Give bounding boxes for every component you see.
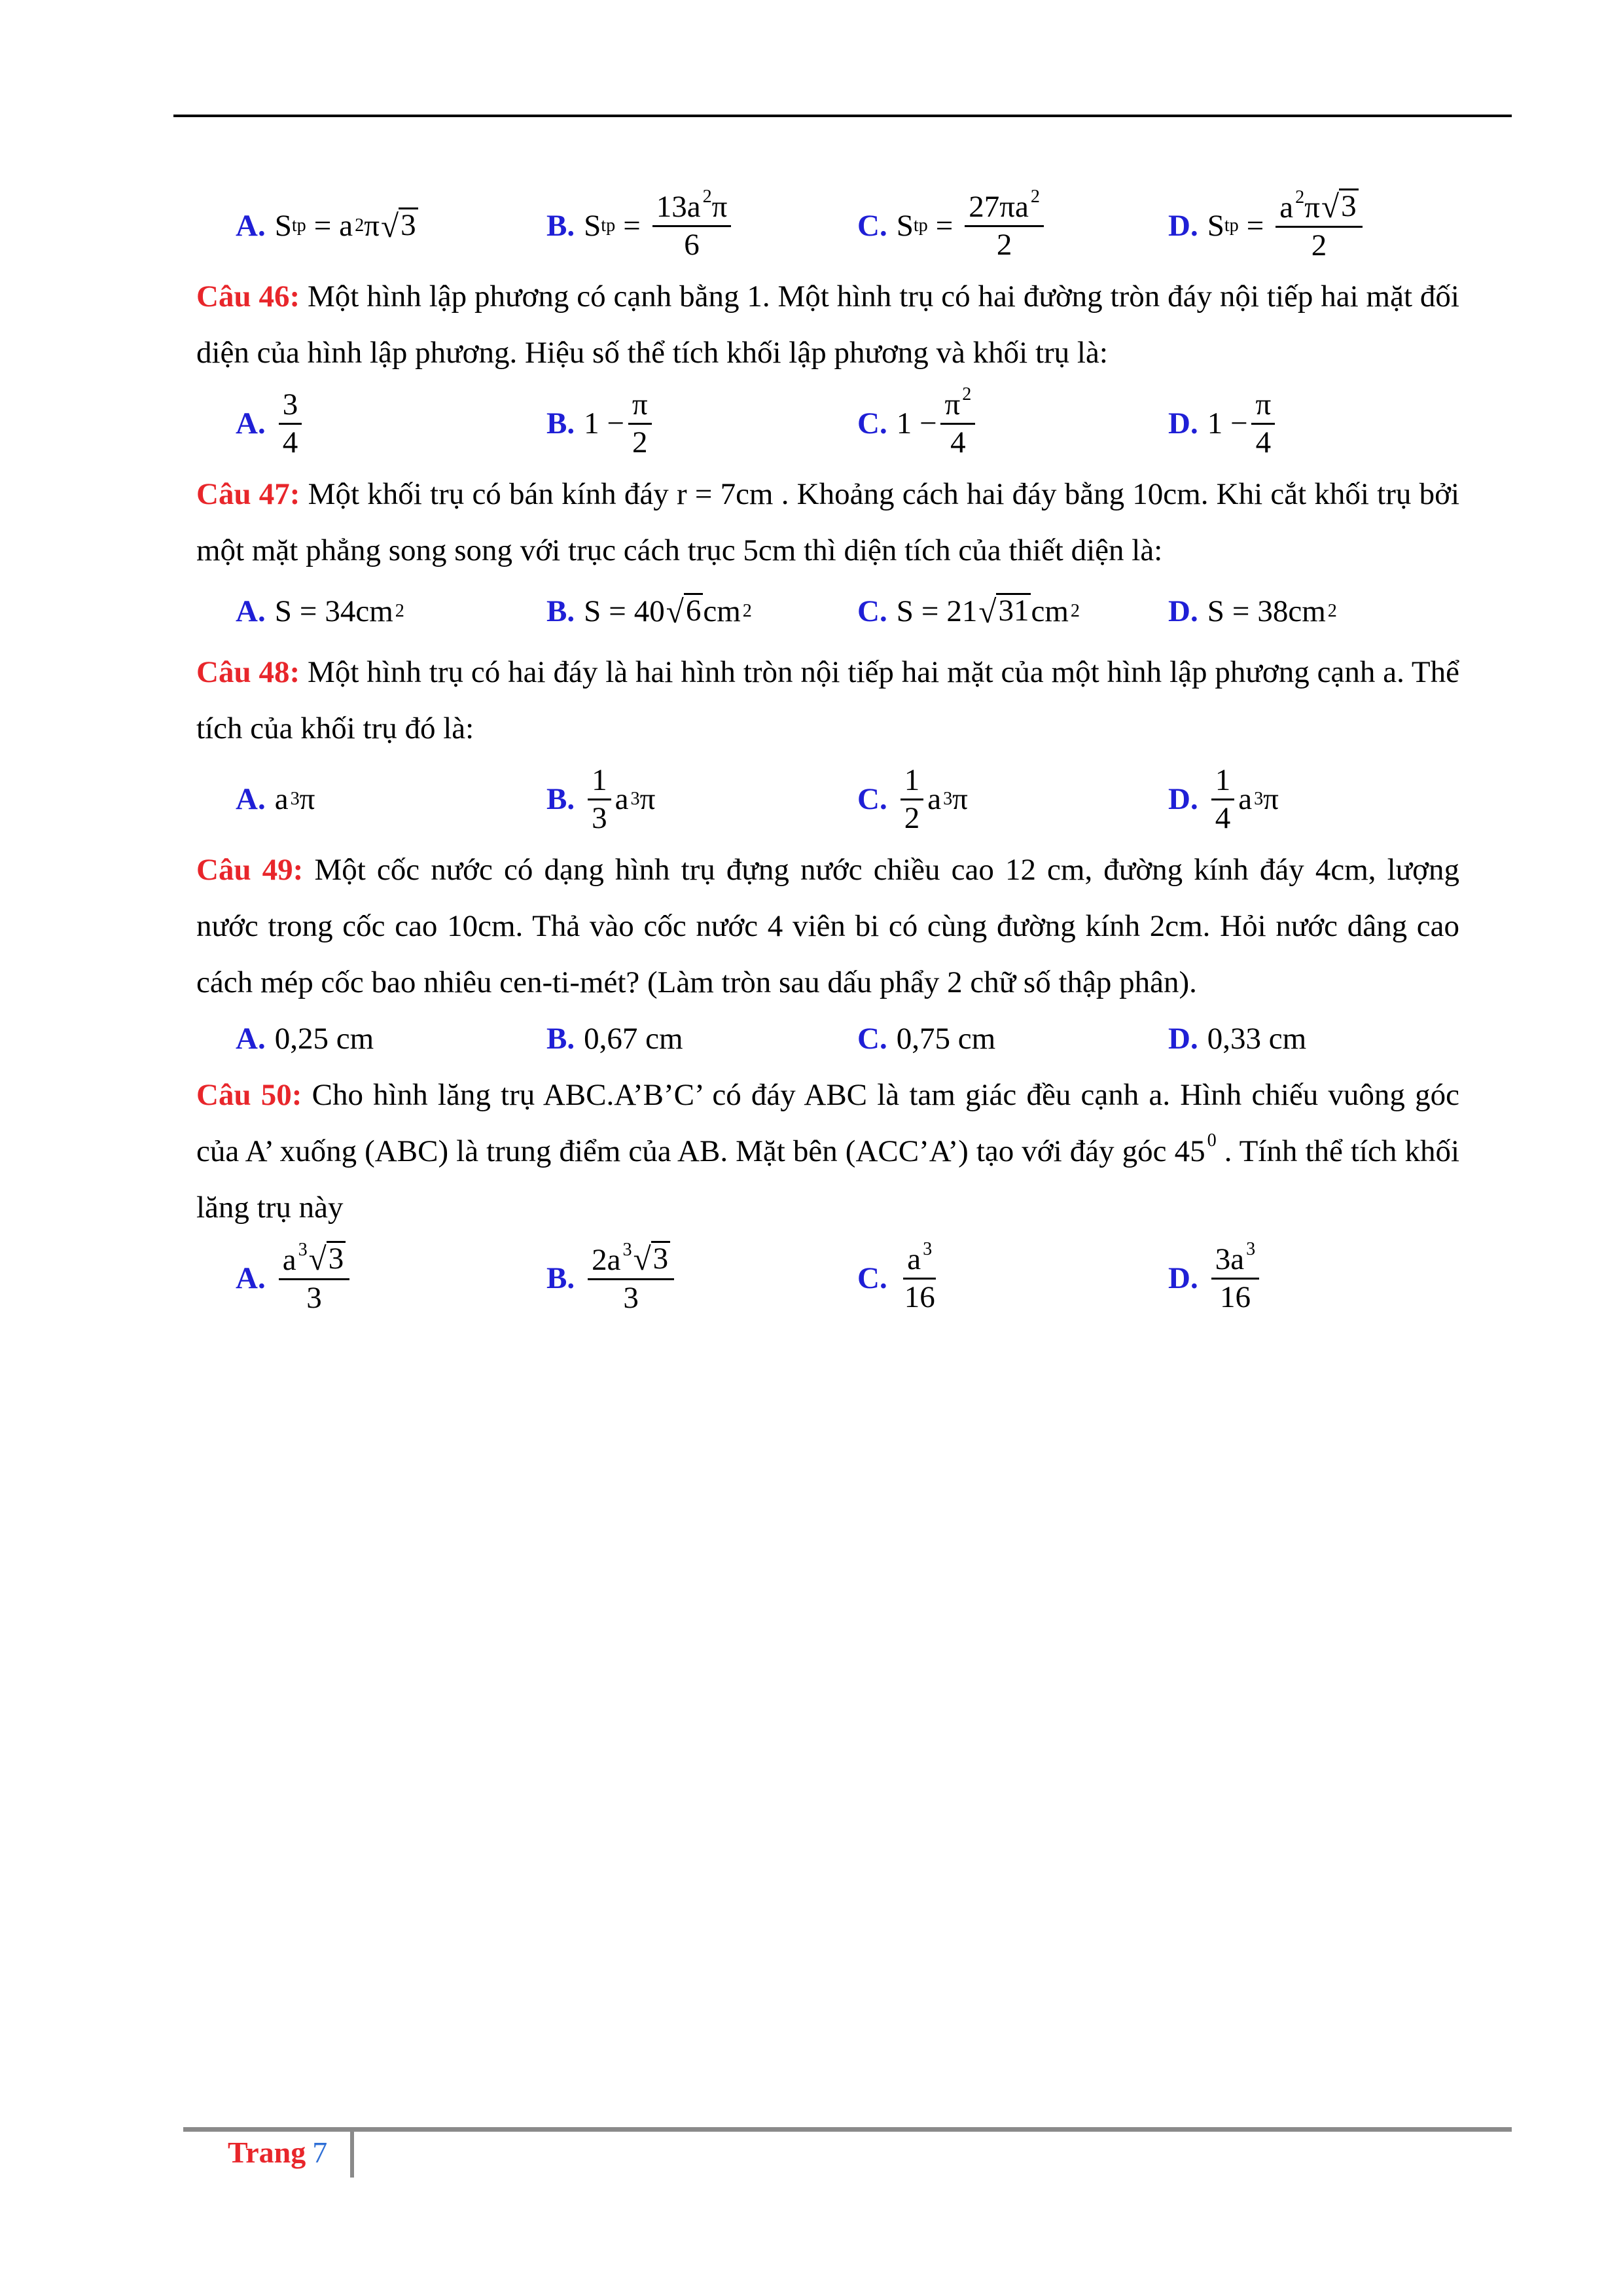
option-value: 0,25 cm bbox=[274, 1022, 374, 1056]
option-letter: B. bbox=[546, 594, 575, 628]
option-letter: A. bbox=[236, 782, 266, 816]
question-46 bbox=[196, 268, 1459, 381]
formula: $\frac{a ^3}{16}$ bbox=[904, 1238, 935, 1314]
formula: $\frac{3a ^3}{16}$ bbox=[1207, 1242, 1263, 1314]
footer-divider bbox=[350, 2132, 354, 2178]
question-content bbox=[196, 183, 1459, 1321]
q48-option-a[interactable] bbox=[236, 757, 315, 842]
q48-option-b[interactable] bbox=[546, 757, 655, 842]
q45-option-b[interactable] bbox=[546, 183, 735, 268]
formula: S = 40 √ 6 cm 2 bbox=[584, 593, 752, 630]
question-number: Câu 47: bbox=[196, 477, 300, 511]
option-letter: B. bbox=[546, 1261, 575, 1295]
option-letter: D. bbox=[1168, 594, 1198, 628]
formula: 2a $^3$ √ 3 3 bbox=[584, 1241, 678, 1316]
question-number: Câu 46: bbox=[196, 279, 300, 314]
option-letter: A. bbox=[236, 209, 266, 243]
q50-option-a[interactable] bbox=[236, 1236, 353, 1321]
question-text: . Khoảng cách hai đáy bằng 10cm. Khi cắt khối trụ bởi một mặt phẳng song song với trục cách trục 5cm thì diện tích của thiết diện là: bbox=[196, 477, 1460, 567]
q45-option-a[interactable] bbox=[236, 183, 418, 268]
q48-options bbox=[196, 757, 1459, 842]
question-text: Một hình lập phương có cạnh bằng 1. Một hình trụ có hai đường tròn đáy nội tiếp hai mặt đối diện của hình lập phương. Hiệu số thể tích khối lập phương và khối trụ là: bbox=[196, 279, 1459, 370]
formula: 1 − $\frac{\pi ^2}{4}$ bbox=[897, 387, 980, 459]
option-letter: C. bbox=[857, 594, 887, 628]
q47-option-a[interactable] bbox=[236, 579, 404, 644]
q50-option-d[interactable] bbox=[1168, 1236, 1263, 1321]
question-text: Một hình trụ có hai đáy là hai hình tròn nội tiếp hai mặt của một hình lập phương cạnh a. Thể tích của khối trụ đó là: bbox=[196, 655, 1459, 745]
question-text: Một cốc nước có dạng hình trụ đựng nước chiều cao 12 cm, đường kính đáy 4cm, lượng nước trong cốc cao 10cm. Thả vào cốc nước 4 viên bi có cùng đường kính 2cm. Hỏi nước dâng cao cách mép cốc bao nhiêu cen-ti-mét? (Làm tròn sau dấu phẩy 2 chữ số thập phân). bbox=[196, 853, 1460, 999]
page-number: 7 bbox=[312, 2136, 328, 2169]
q46-options bbox=[196, 381, 1459, 466]
option-letter: B. bbox=[546, 782, 575, 816]
footer-label: Trang bbox=[228, 2136, 306, 2169]
q46-option-c[interactable] bbox=[857, 381, 979, 466]
formula: a 3 π bbox=[274, 782, 315, 816]
q45-options bbox=[196, 183, 1459, 268]
formula: $\frac{1}{3}$ a 3 π bbox=[584, 762, 655, 835]
option-letter: C. bbox=[857, 406, 887, 440]
q46-option-d[interactable] bbox=[1168, 381, 1279, 466]
question-number: Câu 48: bbox=[196, 655, 300, 689]
q50-options bbox=[196, 1236, 1459, 1321]
q47-option-c[interactable] bbox=[857, 579, 1080, 644]
q49-options bbox=[196, 1011, 1459, 1067]
question-48 bbox=[196, 644, 1459, 757]
question-text: Một khối trụ có bán kính đáy bbox=[300, 477, 677, 511]
q48-option-c[interactable] bbox=[857, 757, 968, 842]
header-rule bbox=[173, 115, 1512, 117]
formula: a $^3$ √ 3 3 bbox=[275, 1241, 354, 1316]
option-letter: A. bbox=[236, 1261, 266, 1295]
question-47 bbox=[196, 466, 1459, 579]
q47-option-b[interactable] bbox=[546, 579, 752, 644]
angle-degree: 0 bbox=[1207, 1130, 1217, 1151]
q46-option-a[interactable] bbox=[236, 381, 306, 466]
option-letter: C. bbox=[857, 1261, 887, 1295]
formula: S = 21 √ 31 cm 2 bbox=[896, 593, 1080, 630]
formula: S tp = a 2 π √ 3 bbox=[275, 207, 418, 245]
q49-option-c[interactable] bbox=[857, 1011, 995, 1067]
formula: S tp = $\frac{27\pi a ^2}{2}$ bbox=[897, 189, 1048, 262]
angle-value: 45 bbox=[1174, 1134, 1205, 1168]
option-letter: D. bbox=[1168, 406, 1198, 440]
formula: $\frac{3}{4}$ bbox=[275, 387, 306, 459]
formula: S tp = $\frac{13a ^2\pi}{6}$ bbox=[584, 189, 735, 262]
option-letter: B. bbox=[546, 1022, 575, 1056]
option-letter: C. bbox=[857, 209, 887, 243]
q50-option-c[interactable] bbox=[857, 1236, 943, 1321]
page-footer bbox=[228, 2135, 327, 2170]
formula: S tp = a $^2$π √ 3 2 bbox=[1207, 188, 1366, 263]
q46-option-b[interactable] bbox=[546, 381, 656, 466]
formula: $\frac{1}{2}$ a 3 π bbox=[897, 762, 968, 835]
option-letter: C. bbox=[857, 1022, 887, 1056]
q49-option-d[interactable] bbox=[1168, 1011, 1306, 1067]
option-letter: D. bbox=[1168, 782, 1198, 816]
formula: 1 − $\frac{\pi}{4}$ bbox=[1207, 387, 1279, 459]
option-value: 0,75 cm bbox=[896, 1022, 996, 1056]
q49-option-b[interactable] bbox=[546, 1011, 683, 1067]
option-letter: B. bbox=[546, 406, 575, 440]
question-text: Cho hình lăng trụ ABC.A’B’C’ có đáy ABC là tam giác đều cạnh a. Hình chiếu vuông góc của A’ xuống (ABC) là trung điểm của AB. Mặt bên (ACC’A’) tạo với đáy góc bbox=[196, 1078, 1459, 1168]
question-50 bbox=[196, 1067, 1459, 1236]
option-letter: B. bbox=[546, 209, 575, 243]
option-letter: C. bbox=[857, 782, 887, 816]
question-number: Câu 49: bbox=[196, 853, 304, 887]
formula: $\frac{1}{4}$ a 3 π bbox=[1207, 762, 1279, 835]
q49-option-a[interactable] bbox=[236, 1011, 374, 1067]
question-number: Câu 50: bbox=[196, 1078, 302, 1112]
question-text: . Tính thể tích khối lăng trụ này bbox=[196, 1134, 1460, 1225]
q48-option-d[interactable] bbox=[1168, 757, 1279, 842]
option-value: 0,33 cm bbox=[1207, 1022, 1307, 1056]
q47-option-d[interactable] bbox=[1168, 579, 1337, 644]
q50-option-b[interactable] bbox=[546, 1236, 678, 1321]
option-value: 0,67 cm bbox=[584, 1022, 683, 1056]
formula: r = 7cm bbox=[676, 477, 774, 511]
option-letter: D. bbox=[1168, 209, 1198, 243]
formula: 1 − $\frac{\pi}{2}$ bbox=[584, 387, 656, 459]
q45-option-d[interactable] bbox=[1168, 183, 1366, 268]
q47-options bbox=[196, 579, 1459, 644]
question-49 bbox=[196, 842, 1459, 1011]
option-letter: A. bbox=[236, 1022, 266, 1056]
option-letter: D. bbox=[1168, 1022, 1198, 1056]
option-letter: D. bbox=[1168, 1261, 1198, 1295]
formula: S = 34cm 2 bbox=[274, 594, 404, 628]
option-letter: A. bbox=[236, 594, 266, 628]
footer-rule bbox=[183, 2127, 1512, 2132]
formula: S = 38cm 2 bbox=[1207, 594, 1337, 628]
option-letter: A. bbox=[236, 406, 266, 440]
q45-option-c[interactable] bbox=[857, 183, 1048, 268]
